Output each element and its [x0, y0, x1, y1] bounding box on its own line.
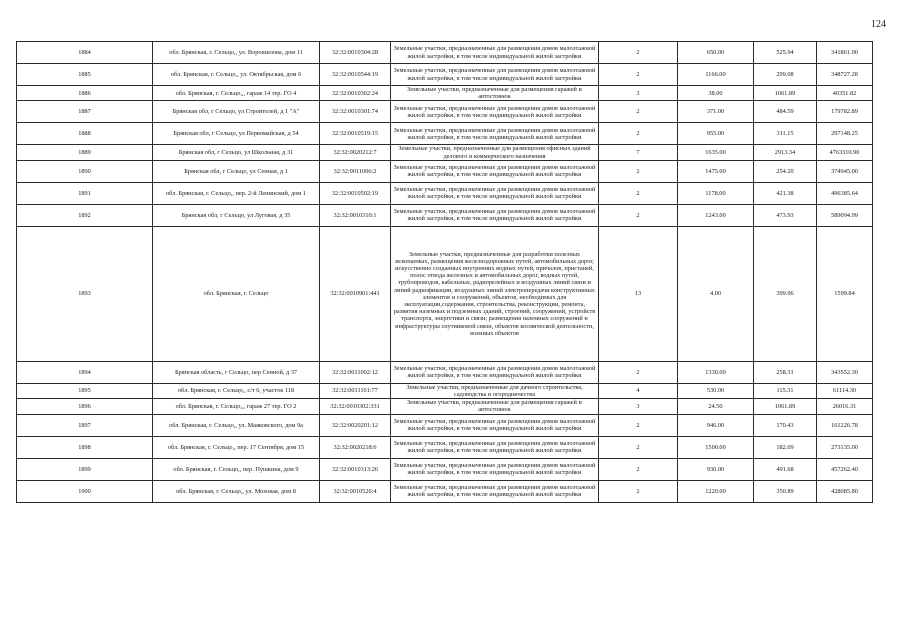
land-use-purpose-cell: Земельные участки, предназначенные для размещения домов малоэтажной жилой застройки, в том числе индивидуальной жилой застройки [391, 64, 599, 86]
specific-value-cell: 1061.89 [754, 86, 817, 101]
specific-value-cell: 311.15 [754, 123, 817, 145]
row-number-cell: 1898 [17, 436, 153, 458]
use-group-cell: 2 [599, 123, 678, 145]
address-cell: Брянская обл, г Сельцо, ул Школьная, д 31 [153, 145, 320, 160]
table-row [17, 399, 873, 414]
cadastral-number-cell: 32:32:0010526:4 [320, 480, 391, 502]
address-cell: обл. Брянская, г. Сельцо,, с/т 6, участок 118 [153, 383, 320, 398]
cadastral-number-cell: 32:32:0010519:15 [320, 123, 391, 145]
cadastral-value-cell: 179782.89 [817, 101, 873, 123]
row-number-cell: 1889 [17, 145, 153, 160]
cadastral-number-cell: 32:32:0011006:2 [320, 160, 391, 182]
cadastral-value-cell: 1599.84 [817, 226, 873, 361]
table-row [17, 361, 873, 383]
row-number-cell: 1886 [17, 86, 153, 101]
area-cell: 371.00 [678, 101, 754, 123]
address-cell: Брянская обл, г Сельцо, ул Луговая, д 35 [153, 204, 320, 226]
use-group-cell: 3 [599, 86, 678, 101]
cadastral-value-cell: 4763310.90 [817, 145, 873, 160]
address-cell: Брянская область, г Сельцо, пер Сенной, д 37 [153, 361, 320, 383]
land-use-purpose-cell: Земельные участки, предназначенные для размещения гаражей и автостоянок [391, 399, 599, 414]
area-cell: 24.50 [678, 399, 754, 414]
cadastral-value-cell: 273135.00 [817, 436, 873, 458]
use-group-cell: 2 [599, 101, 678, 123]
specific-value-cell: 525.94 [754, 42, 817, 64]
area-cell: 955.00 [678, 123, 754, 145]
address-cell: обл. Брянская, г. Сельцо,, ул. Маяковского, дом 9а [153, 414, 320, 436]
address-cell: Брянская обл, г Сельцо, ул Сенная, д 1 [153, 160, 320, 182]
cadastral-number-cell: 32:32:0020201:12 [320, 414, 391, 436]
cadastral-value-cell: 428085.80 [817, 480, 873, 502]
address-cell: обл. Брянская, г. Сельцо,, ул. Октябрьская, дом 6 [153, 64, 320, 86]
land-use-purpose-cell: Земельные участки, предназначенные для размещения домов малоэтажной жилой застройки, в том числе индивидуальной жилой застройки [391, 458, 599, 480]
cadastral-value-cell: 341861.00 [817, 42, 873, 64]
area-cell: 1475.00 [678, 160, 754, 182]
row-number-cell: 1893 [17, 226, 153, 361]
page-number: 124 [871, 19, 886, 30]
address-cell: обл. Брянская, г. Сельцо,, пер. 2-й Ленинский, дом 1 [153, 182, 320, 204]
row-number-cell: 1885 [17, 64, 153, 86]
specific-value-cell: 350.89 [754, 480, 817, 502]
use-group-cell: 2 [599, 64, 678, 86]
area-cell: 1500.00 [678, 436, 754, 458]
specific-value-cell: 182.09 [754, 436, 817, 458]
area-cell: 1220.00 [678, 480, 754, 502]
address-cell: обл. Брянская, г. Сельцо,, пер. Пушкина, дом 9 [153, 458, 320, 480]
table-row [17, 123, 873, 145]
use-group-cell: 7 [599, 145, 678, 160]
address-cell: обл. Брянская, г. Сельцо,, ул. Ворошилова, дом 11 [153, 42, 320, 64]
specific-value-cell: 258.31 [754, 361, 817, 383]
specific-value-cell: 421.38 [754, 182, 817, 204]
area-cell: 1635.00 [678, 145, 754, 160]
cadastral-value-cell: 496385.64 [817, 182, 873, 204]
specific-value-cell: 484.59 [754, 101, 817, 123]
cadastral-number-cell: 32:32:0010313:26 [320, 458, 391, 480]
table-row [17, 383, 873, 398]
row-number-cell: 1887 [17, 101, 153, 123]
land-use-purpose-cell: Земельные участки, предназначенные для размещения домов малоэтажной жилой застройки, в том числе индивидуальной жилой застройки [391, 480, 599, 502]
row-number-cell: 1891 [17, 182, 153, 204]
cadastral-number-cell: 32:32:0010502:19 [320, 182, 391, 204]
land-use-purpose-cell: Земельные участки, предназначенные для размещения домов малоэтажной жилой застройки, в том числе индивидуальной жилой застройки [391, 436, 599, 458]
specific-value-cell: 491.68 [754, 458, 817, 480]
land-use-purpose-cell: Земельные участки, предназначенные для размещения домов малоэтажной жилой застройки, в том числе индивидуальной жилой застройки [391, 204, 599, 226]
address-cell: обл. Брянская, г. Сельцо,, пер. 17 Сентября, дом 15 [153, 436, 320, 458]
row-number-cell: 1896 [17, 399, 153, 414]
use-group-cell: 2 [599, 42, 678, 64]
cadastral-value-cell: 457262.40 [817, 458, 873, 480]
row-number-cell: 1897 [17, 414, 153, 436]
cadastral-number-cell: 32:32:0010302:331 [320, 399, 391, 414]
specific-value-cell: 299.08 [754, 64, 817, 86]
use-group-cell: 13 [599, 226, 678, 361]
use-group-cell: 2 [599, 480, 678, 502]
row-number-cell: 1888 [17, 123, 153, 145]
area-cell: 930.00 [678, 458, 754, 480]
cadastral-number-cell: 32:32:0020212:7 [320, 145, 391, 160]
land-use-purpose-cell: Земельные участки, предназначенные для размещения домов малоэтажной жилой застройки, в том числе индивидуальной жилой застройки [391, 42, 599, 64]
cadastral-number-cell: 32:32:0011101:77 [320, 383, 391, 398]
cadastral-number-cell: 32:32:0010302:24 [320, 86, 391, 101]
address-cell: обл. Брянская, г. Сельцо [153, 226, 320, 361]
table-row [17, 458, 873, 480]
specific-value-cell: 1061.89 [754, 399, 817, 414]
cadastral-number-cell: 32:32:0010901:441 [320, 226, 391, 361]
use-group-cell: 2 [599, 160, 678, 182]
cadastral-value-cell: 40351.82 [817, 86, 873, 101]
specific-value-cell: 2913.34 [754, 145, 817, 160]
table-row [17, 101, 873, 123]
address-cell: Брянская обл, г Сельцо, ул Строителей, д 1 "А" [153, 101, 320, 123]
table-row [17, 414, 873, 436]
table-row [17, 86, 873, 101]
address-cell: обл. Брянская, г. Сельцо,,, гараж 27 тер. ГО 2 [153, 399, 320, 414]
use-group-cell: 2 [599, 361, 678, 383]
land-use-purpose-cell: Земельные участки, предназначенные для размещения гаражей и автостоянок [391, 86, 599, 101]
cadastral-number-cell: 32:32:0010301:74 [320, 101, 391, 123]
cadastral-number-cell: 32:32:0011002:12 [320, 361, 391, 383]
cadastral-number-cell: 32:32:0020218:6 [320, 436, 391, 458]
cadastral-value-cell: 161226.78 [817, 414, 873, 436]
area-cell: 946.00 [678, 414, 754, 436]
land-use-purpose-cell: Земельные участки, предназначенные для размещения домов малоэтажной жилой застройки, в том числе индивидуальной жилой застройки [391, 101, 599, 123]
row-number-cell: 1899 [17, 458, 153, 480]
specific-value-cell: 254.20 [754, 160, 817, 182]
area-cell: 4.00 [678, 226, 754, 361]
row-number-cell: 1892 [17, 204, 153, 226]
table-row [17, 226, 873, 361]
use-group-cell: 4 [599, 383, 678, 398]
table-row [17, 480, 873, 502]
address-cell: Брянская обл, г Сельцо, ул Первомайская, д 54 [153, 123, 320, 145]
specific-value-cell: 473.93 [754, 204, 817, 226]
address-cell: обл. Брянская, г. Сельцо,, ул. Моховая, дом 8 [153, 480, 320, 502]
land-use-purpose-cell: Земельные участки, предназначенные для размещения домов малоэтажной жилой застройки, в том числе индивидуальной жилой застройки [391, 160, 599, 182]
use-group-cell: 3 [599, 399, 678, 414]
cadastral-value-cell: 297148.25 [817, 123, 873, 145]
use-group-cell: 2 [599, 414, 678, 436]
land-use-purpose-cell: Земельные участки, предназначенные для дачного строительства, садоводства и огородничества [391, 383, 599, 398]
table-row [17, 204, 873, 226]
cadastral-value-cell: 26016.31 [817, 399, 873, 414]
cadastral-number-cell: 32:32:0010544:19 [320, 64, 391, 86]
row-number-cell: 1900 [17, 480, 153, 502]
use-group-cell: 2 [599, 436, 678, 458]
cadastral-number-cell: 32:32:0010304:28 [320, 42, 391, 64]
cadastral-value-cell: 343552.30 [817, 361, 873, 383]
use-group-cell: 2 [599, 458, 678, 480]
table-row [17, 64, 873, 86]
area-cell: 1243.00 [678, 204, 754, 226]
row-number-cell: 1894 [17, 361, 153, 383]
area-cell: 1330.00 [678, 361, 754, 383]
cadastral-value-cell: 61114.30 [817, 383, 873, 398]
row-number-cell: 1890 [17, 160, 153, 182]
row-number-cell: 1884 [17, 42, 153, 64]
land-use-purpose-cell: Земельные участки, предназначенные для размещения офисных зданий делового и коммерческого назначения [391, 145, 599, 160]
cadastral-number-cell: 32:32:0010310:1 [320, 204, 391, 226]
use-group-cell: 2 [599, 182, 678, 204]
row-number-cell: 1895 [17, 383, 153, 398]
land-use-purpose-cell: Земельные участки, предназначенные для разработки полезных ископаемых, размещения железнодорожных путей, автомобильных дорог, искусственно созданных внутренних водных путей, причалов, пристаней, полос отвода железных и автомобильных дорог, водных путей, трубопроводов, кабельных, радиорелейных и воздушных линий связи и линий радиофикации, воздушных линий электропередачи конструктивных элементов и сооружений, объектов, необходимых для эксплуатации,содержания, строительства, реконструкции, ремонта, развития наземных и подземных зданий, строений, сооружений, устройств транспорта, энергетики и связи; размещения наземных сооружений и инфраструктуры спутниковой связи, объектов космической деятельности, военных объектов [391, 226, 599, 361]
cadastral-value-cell: 589094.99 [817, 204, 873, 226]
land-use-purpose-cell: Земельные участки, предназначенные для размещения домов малоэтажной жилой застройки, в том числе индивидуальной жилой застройки [391, 361, 599, 383]
specific-value-cell: 170.43 [754, 414, 817, 436]
table-row [17, 182, 873, 204]
area-cell: 38.00 [678, 86, 754, 101]
use-group-cell: 2 [599, 204, 678, 226]
area-cell: 650.00 [678, 42, 754, 64]
address-cell: обл. Брянская, г. Сельцо,,, гараж 14 тер. ГО 4 [153, 86, 320, 101]
table-row [17, 160, 873, 182]
land-plot-registry-table [16, 41, 873, 503]
cadastral-value-cell: 374945.00 [817, 160, 873, 182]
land-use-purpose-cell: Земельные участки, предназначенные для размещения домов малоэтажной жилой застройки, в том числе индивидуальной жилой застройки [391, 123, 599, 145]
specific-value-cell: 399.96 [754, 226, 817, 361]
table-row [17, 42, 873, 64]
area-cell: 530.00 [678, 383, 754, 398]
area-cell: 1166.00 [678, 64, 754, 86]
area-cell: 1178.00 [678, 182, 754, 204]
land-use-purpose-cell: Земельные участки, предназначенные для размещения домов малоэтажной жилой застройки, в том числе индивидуальной жилой застройки [391, 414, 599, 436]
cadastral-value-cell: 348727.28 [817, 64, 873, 86]
table-row [17, 145, 873, 160]
land-use-purpose-cell: Земельные участки, предназначенные для размещения домов малоэтажной жилой застройки, в том числе индивидуальной жилой застройки [391, 182, 599, 204]
table-row [17, 436, 873, 458]
specific-value-cell: 115.31 [754, 383, 817, 398]
